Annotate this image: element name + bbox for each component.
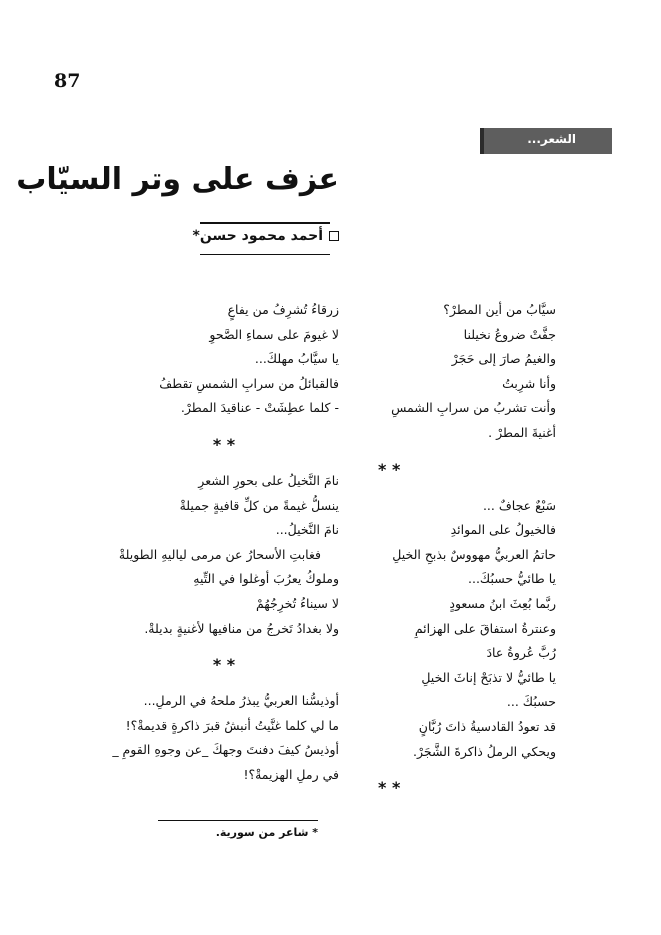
author-bottom-rule <box>200 254 330 255</box>
stanza-separator: * * <box>378 778 401 798</box>
poem-line: في رملِ الهزيمةْ؟! <box>243 766 339 782</box>
poem-line: - كلما عطِشَتْ - عناقيدَ المطرْ. <box>180 400 339 416</box>
poem-line: يا سيَّابُ مهلكَ... <box>254 351 339 367</box>
poem-line: وأنا شرِبتُ <box>502 375 556 391</box>
poem-line: ما لي كلما غنَّيتُ أنبشُ قبرَ ذاكرةٍ قديمةْ؟! <box>125 717 339 733</box>
poem-line: سيَّابُ من أين المطرْ؟ <box>443 302 556 317</box>
poem-column-right <box>356 298 556 812</box>
poem-line: وعنترةُ استفاقَ على الهزائمِ <box>414 620 556 636</box>
poem-column-left <box>109 298 339 788</box>
stanza-separator: * * <box>212 655 236 675</box>
poem-line: نامَ النَّخيلُ على بحورِ الشعرِ <box>198 472 339 488</box>
square-bullet-icon <box>329 231 339 241</box>
poem-line: فغابتِ الأسحارُ عن مرمى لياليهِ الطويلةْ <box>118 546 321 562</box>
poem-line: وأنت تشربُ من سرابِ الشمسِ <box>391 400 556 416</box>
stanza-separator: * * <box>378 459 401 479</box>
poem-line: ينسلُّ غيمةً من كلِّ قافيةٍ جميلةْ <box>179 497 339 513</box>
poem-line: نامَ النَّخيلُ... <box>275 522 339 538</box>
author-top-rule <box>200 222 330 224</box>
footnote-rule <box>158 820 318 821</box>
poem-line: ويحكي الرملُ ذاكرةَ الشَّجَرْ. <box>413 743 556 759</box>
poem-line: حسبُكَ ... <box>506 694 556 710</box>
poem-line: سَبْعٌ عجافٌ ... <box>482 497 556 513</box>
poem-title: عزف على وتر السيّاب <box>16 162 339 197</box>
footnote: * شاعر من سورية. <box>215 826 318 839</box>
poem-line: لا سيناءُ تُخرِجُهُمْ <box>255 595 339 611</box>
poem-line: لا غيومَ على سماءِ الصَّحوِ <box>209 326 339 342</box>
poem-line: أغنيةَ المطرْ . <box>488 424 556 440</box>
poem-line: زرقاءُ تُشرِفُ من يفاعٍ <box>227 302 339 317</box>
poem-line: ربَّما بُعِثَ ابنُ مسعودٍ <box>449 595 556 611</box>
poem-line: وملوكُ يعرُبَ أوغلوا في التِّيهِ <box>193 571 339 587</box>
poem-line: يا طائيُّ حسبُكَ... <box>468 571 556 587</box>
page-number: 87 <box>54 70 81 92</box>
poem-line: قد تعودُ القادسيةُ ذاتَ رُبَّانٍ <box>418 718 556 734</box>
poem-line: أوذيسُّنا العربيُّ يبذرُ ملحهُ في الرملِ... <box>143 693 339 709</box>
poem-line: فالخيولُ على الموائدِ <box>450 522 556 538</box>
poem-line: رُبَّ عُروةُ عادَ <box>486 645 556 661</box>
poem-line: فالقبائلُ من سرابِ الشمسِ تقطفُ <box>159 375 339 391</box>
poem-line: أوذيسُ كيفَ دفنتَ وجهكَ _عن وجوهِ القومِ _ <box>112 742 339 758</box>
poem-line: يا طائيُّ لا تذبَحْ إناثَ الخيلِ <box>421 669 556 685</box>
stanza-separator: * * <box>212 434 236 454</box>
poem-line: ولا بغدادُ تَخرجُ من منافيها لأغنيةٍ بديلةْ. <box>144 620 339 636</box>
section-label: الشعر... <box>527 132 576 146</box>
section-label-tab <box>480 128 612 154</box>
poem-line: والغيمُ صارَ إلى حَجَرْ <box>451 351 556 367</box>
author-byline <box>193 228 339 244</box>
poem-line: جفَّتْ ضروعُ نخيلنا <box>463 326 556 342</box>
author-name: أحمد محمود حسن* <box>192 228 323 244</box>
poem-line: حاتمُ العربيُّ مهووسٌ بذبحِ الخيلِ <box>392 546 556 562</box>
